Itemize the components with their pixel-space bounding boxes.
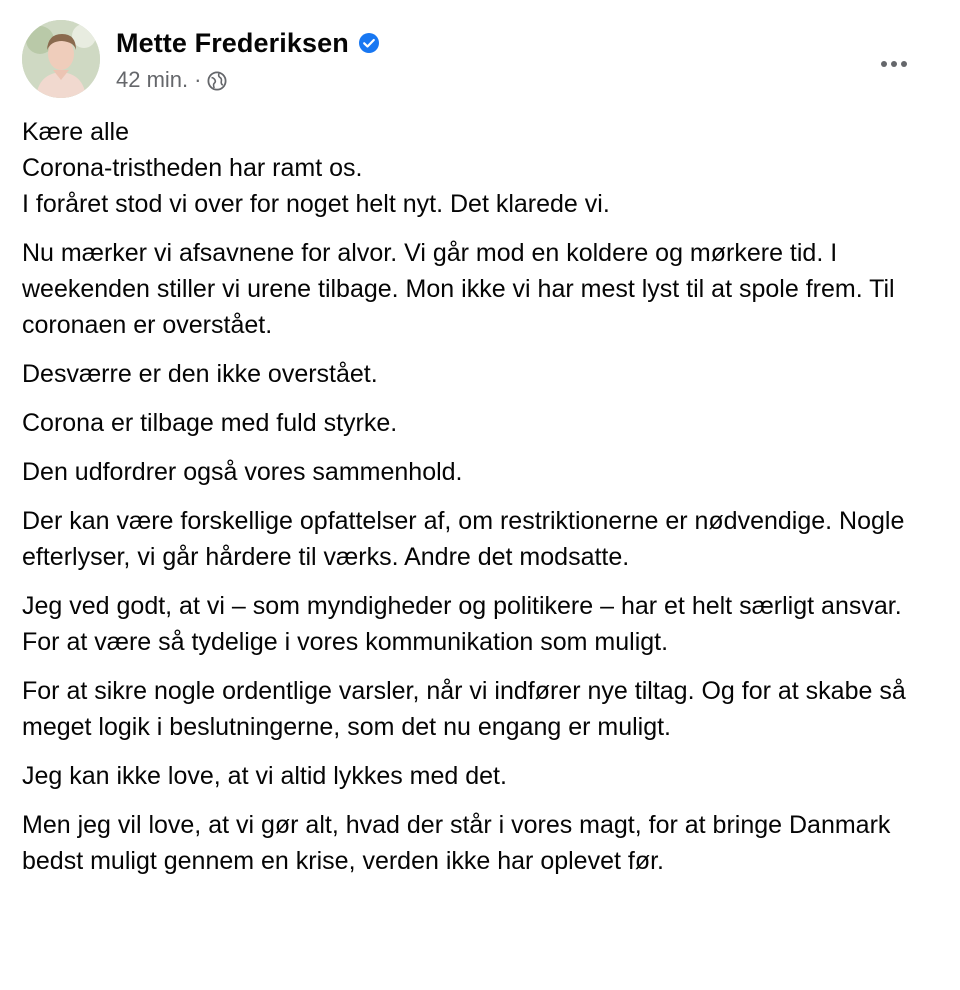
post-paragraph: Desværre er den ikke overstået. xyxy=(22,360,378,388)
post-paragraph: Jeg kan ikke love, at vi altid lykkes med det. xyxy=(22,762,507,790)
meta-separator: · xyxy=(194,67,202,92)
post-line: Corona-tristheden har ramt os. xyxy=(22,154,363,182)
author-avatar[interactable] xyxy=(22,20,100,98)
post-body xyxy=(22,114,936,892)
author-name[interactable]: Mette Frederiksen xyxy=(116,28,349,58)
post-line: Kære alle xyxy=(22,118,129,146)
post-paragraph: Jeg ved godt, at vi – som myndigheder og politikere – har et helt særligt ansvar. For at være så tydelige i vores kommunikation som muligt. xyxy=(22,592,902,656)
post-paragraph: Corona er tilbage med fuld styrke. xyxy=(22,409,398,437)
post-header xyxy=(22,20,930,102)
globe-icon[interactable] xyxy=(207,70,227,90)
post-meta xyxy=(116,66,227,94)
verified-badge-icon xyxy=(358,32,380,54)
post-paragraph xyxy=(22,114,936,222)
avatar-photo xyxy=(22,20,100,98)
post-paragraph: For at sikre nogle ordentlige varsler, når vi indfører nye tiltag. Og for at skabe så meget logik i beslutningerne, som det nu engang er muligt. xyxy=(22,677,906,741)
post-paragraph: Den udfordrer også vores sammenhold. xyxy=(22,458,463,486)
post-paragraph: Nu mærker vi afsavnene for alvor. Vi går mod en koldere og mørkere tid. I weekenden stiller vi urene tilbage. Mon ikke vi har mest lyst til at spole frem. Til coronaen er overstået. xyxy=(22,239,895,339)
post-paragraph: Der kan være forskellige opfattelser af, om restriktionerne er nødvendige. Nogle efterlyser, vi går hårdere til værks. Andre det modsatte. xyxy=(22,507,905,571)
more-options-button[interactable] xyxy=(872,42,916,86)
post-timestamp[interactable]: 42 min. xyxy=(116,67,189,92)
more-options-icon xyxy=(881,61,907,67)
post-paragraph: Men jeg vil love, at vi gør alt, hvad der står i vores magt, for at bringe Danmark bedst muligt gennem en krise, verden ikke har oplevet før. xyxy=(22,811,891,875)
author-line xyxy=(116,26,380,60)
post-line: I foråret stod vi over for noget helt nyt. Det klarede vi. xyxy=(22,190,610,218)
